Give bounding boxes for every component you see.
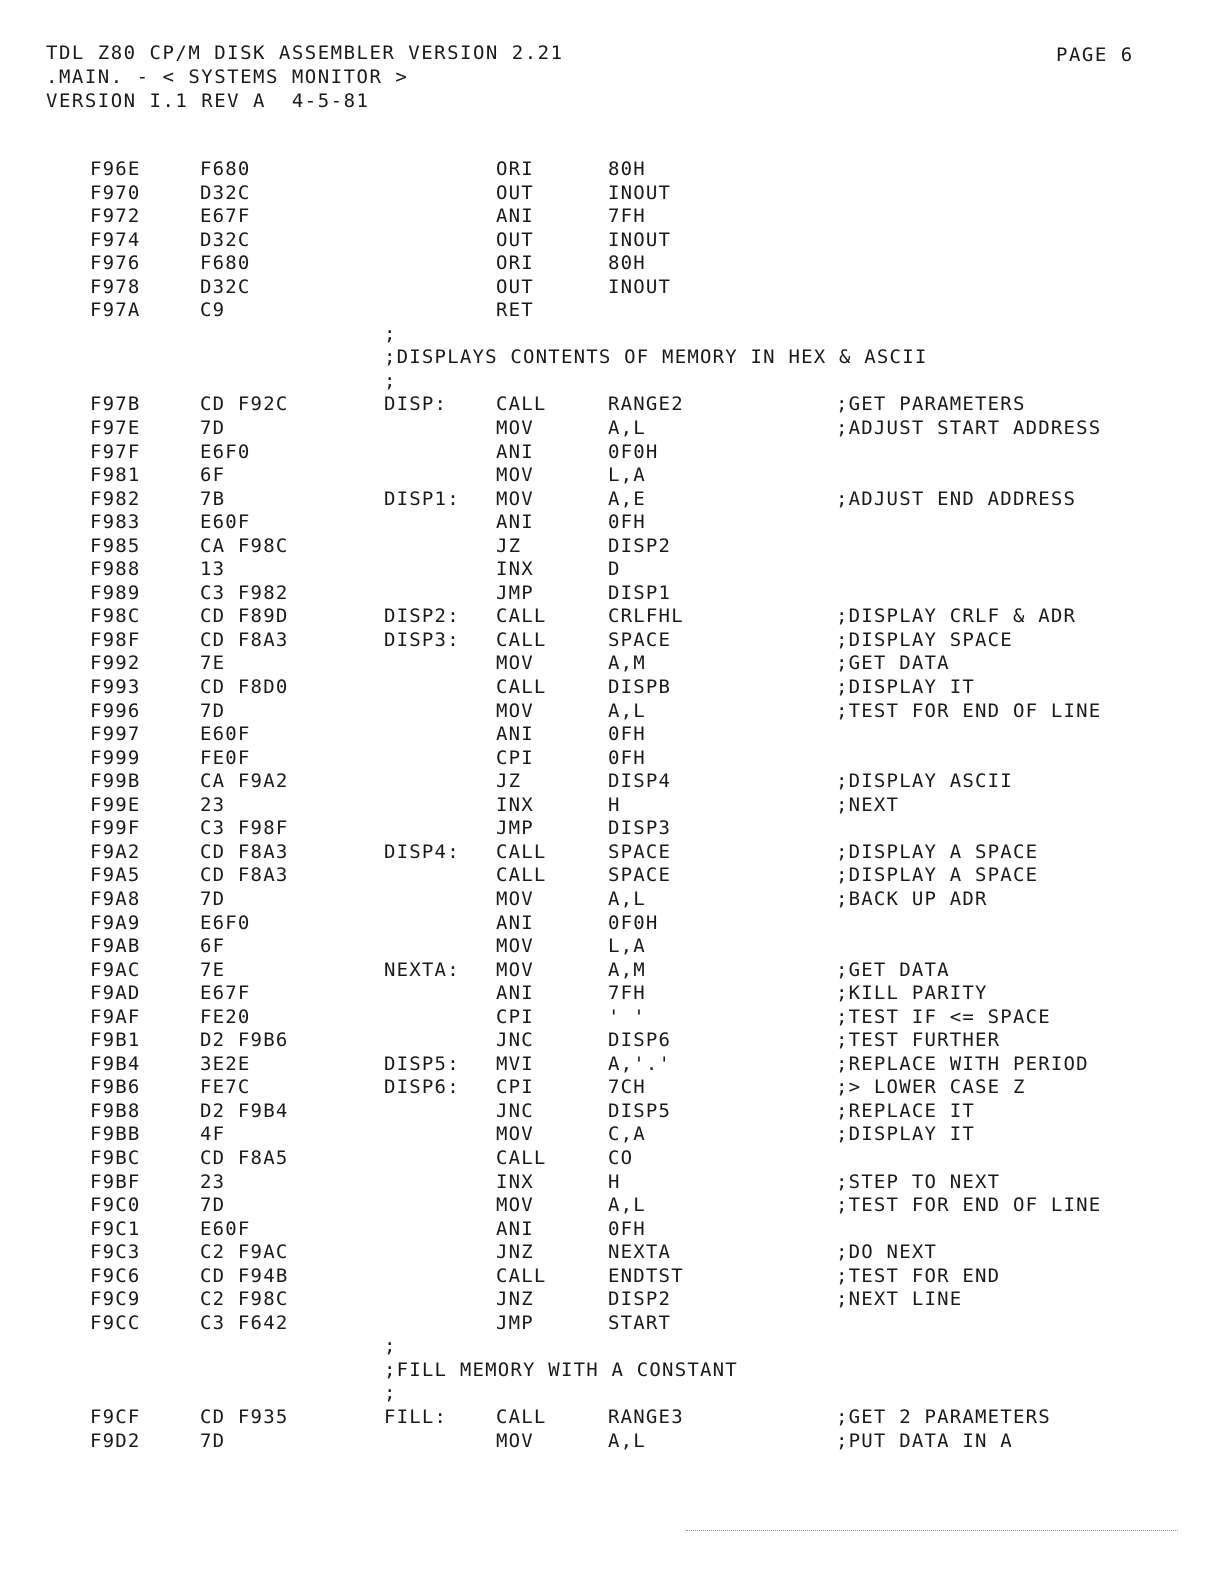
mnemonic: CALL bbox=[496, 1146, 547, 1169]
listing-row bbox=[0, 629, 1225, 653]
address: F9C3 bbox=[90, 1241, 141, 1264]
object-code: E67F bbox=[200, 205, 251, 228]
object-code: C3 F98F bbox=[200, 817, 289, 840]
mnemonic: JZ bbox=[496, 534, 522, 557]
object-code: FE7C bbox=[200, 1076, 251, 1099]
address: F976 bbox=[90, 252, 141, 275]
comment: ;GET PARAMETERS bbox=[836, 393, 1026, 416]
mnemonic: ANI bbox=[496, 440, 534, 463]
comment: ;DISPLAY A SPACE bbox=[836, 840, 1039, 863]
address: F9D2 bbox=[90, 1429, 141, 1452]
operand: L,A bbox=[608, 935, 646, 958]
operand: DISP2 bbox=[608, 1288, 672, 1311]
address: F9B1 bbox=[90, 1029, 141, 1052]
operand: 0FH bbox=[608, 723, 646, 746]
mnemonic: MVI bbox=[496, 1052, 534, 1075]
mnemonic: CALL bbox=[496, 840, 547, 863]
operand: NEXTA bbox=[608, 1241, 672, 1264]
address: F9AF bbox=[90, 1005, 141, 1028]
listing-row bbox=[0, 582, 1225, 606]
mnemonic: JNC bbox=[496, 1099, 534, 1122]
mnemonic: MOV bbox=[496, 487, 534, 510]
listing-row bbox=[0, 817, 1225, 841]
mnemonic: INX bbox=[496, 793, 534, 816]
listing-row bbox=[0, 1312, 1225, 1336]
listing-row bbox=[0, 299, 1225, 323]
listing-row bbox=[0, 1053, 1225, 1077]
operand: A,M bbox=[608, 652, 646, 675]
address: F9A8 bbox=[90, 887, 141, 910]
mnemonic: ANI bbox=[496, 982, 534, 1005]
listing-row bbox=[0, 1265, 1225, 1289]
comment: ;TEST FOR END OF LINE bbox=[836, 1194, 1102, 1217]
mnemonic: MOV bbox=[496, 1194, 534, 1217]
address: F988 bbox=[90, 558, 141, 581]
operand: DISP5 bbox=[608, 1099, 672, 1122]
listing-row bbox=[0, 229, 1225, 253]
operand: H bbox=[608, 793, 621, 816]
address: F98C bbox=[90, 605, 141, 628]
operand: DISP1 bbox=[608, 581, 672, 604]
address: F9A9 bbox=[90, 911, 141, 934]
listing-row bbox=[0, 841, 1225, 865]
listing-row bbox=[0, 393, 1225, 417]
operand: 0FH bbox=[608, 511, 646, 534]
operand: 7FH bbox=[608, 205, 646, 228]
comment-line bbox=[0, 1335, 1225, 1359]
object-code: FE20 bbox=[200, 1005, 251, 1028]
mnemonic: JNZ bbox=[496, 1241, 534, 1264]
operand: INOUT bbox=[608, 275, 672, 298]
comment: ;DISPLAY ASCII bbox=[836, 770, 1013, 793]
operand: A,L bbox=[608, 417, 646, 440]
object-code: CD F8D0 bbox=[200, 676, 289, 699]
mnemonic: OUT bbox=[496, 275, 534, 298]
listing-row bbox=[0, 982, 1225, 1006]
label: DISP1: bbox=[384, 487, 460, 510]
address: F9C9 bbox=[90, 1288, 141, 1311]
comment: ;TEST FOR END bbox=[836, 1264, 1001, 1287]
module-title: .MAIN. - < SYSTEMS MONITOR > bbox=[46, 66, 409, 88]
comment-text: ;FILL MEMORY WITH A CONSTANT bbox=[384, 1358, 738, 1381]
object-code: CA F9A2 bbox=[200, 770, 289, 793]
mnemonic: MOV bbox=[496, 1429, 534, 1452]
object-code: CD F94B bbox=[200, 1264, 289, 1287]
address: F9A5 bbox=[90, 864, 141, 887]
version-line: VERSION I.1 REV A 4-5-81 bbox=[46, 90, 370, 112]
listing-row bbox=[0, 770, 1225, 794]
listing-row bbox=[0, 417, 1225, 441]
address: F96E bbox=[90, 158, 141, 180]
operand: DISP4 bbox=[608, 770, 672, 793]
label: DISP4: bbox=[384, 840, 460, 863]
listing-row bbox=[0, 1288, 1225, 1312]
operand: DISPB bbox=[608, 676, 672, 699]
listing-row bbox=[0, 158, 1225, 182]
comment: ;TEST FOR END OF LINE bbox=[836, 699, 1102, 722]
address: F9BF bbox=[90, 1170, 141, 1193]
comment: ;> LOWER CASE Z bbox=[836, 1076, 1026, 1099]
mnemonic: ANI bbox=[496, 911, 534, 934]
listing-row bbox=[0, 205, 1225, 229]
object-code: C3 F982 bbox=[200, 581, 289, 604]
operand: C,A bbox=[608, 1123, 646, 1146]
object-code: CD F92C bbox=[200, 393, 289, 416]
listing-row bbox=[0, 182, 1225, 206]
assembler-title: TDL Z80 CP/M DISK ASSEMBLER VERSION 2.21 bbox=[46, 42, 564, 64]
mnemonic: JNC bbox=[496, 1029, 534, 1052]
address: F993 bbox=[90, 676, 141, 699]
comment-line bbox=[0, 1382, 1225, 1406]
operand: 7FH bbox=[608, 982, 646, 1005]
mnemonic: INX bbox=[496, 558, 534, 581]
address: F974 bbox=[90, 228, 141, 251]
comment-text: ; bbox=[384, 1382, 397, 1405]
address: F9BC bbox=[90, 1146, 141, 1169]
listing-row bbox=[0, 747, 1225, 771]
listing-row bbox=[0, 1241, 1225, 1265]
mnemonic: CALL bbox=[496, 605, 547, 628]
object-code: D2 F9B4 bbox=[200, 1099, 289, 1122]
object-code: CD F8A3 bbox=[200, 840, 289, 863]
label: FILL: bbox=[384, 1405, 448, 1428]
listing-row bbox=[0, 252, 1225, 276]
object-code: 7B bbox=[200, 487, 226, 510]
mnemonic: JZ bbox=[496, 770, 522, 793]
operand: DISP2 bbox=[608, 534, 672, 557]
comment: ;ADJUST END ADDRESS bbox=[836, 487, 1077, 510]
address: F9AD bbox=[90, 982, 141, 1005]
operand: SPACE bbox=[608, 864, 672, 887]
listing-row bbox=[0, 511, 1225, 535]
listing-row bbox=[0, 935, 1225, 959]
operand: 0F0H bbox=[608, 911, 659, 934]
operand: 80H bbox=[608, 252, 646, 275]
listing-row bbox=[0, 1194, 1225, 1218]
address: F972 bbox=[90, 205, 141, 228]
mnemonic: MOV bbox=[496, 958, 534, 981]
comment: ;GET 2 PARAMETERS bbox=[836, 1405, 1051, 1428]
page-number: PAGE 6 bbox=[1056, 44, 1134, 66]
operand: A,L bbox=[608, 1194, 646, 1217]
comment: ;BACK UP ADR bbox=[836, 887, 988, 910]
address: F985 bbox=[90, 534, 141, 557]
address: F97A bbox=[90, 299, 141, 322]
assembly-listing bbox=[0, 158, 1225, 1453]
address: F9C1 bbox=[90, 1217, 141, 1240]
object-code: 23 bbox=[200, 793, 226, 816]
mnemonic: OUT bbox=[496, 181, 534, 204]
operand: SPACE bbox=[608, 840, 672, 863]
object-code: 7E bbox=[200, 652, 226, 675]
comment: ;REPLACE IT bbox=[836, 1099, 976, 1122]
operand: A,'.' bbox=[608, 1052, 672, 1075]
object-code: 7E bbox=[200, 958, 226, 981]
mnemonic: ANI bbox=[496, 511, 534, 534]
address: F996 bbox=[90, 699, 141, 722]
mnemonic: CALL bbox=[496, 393, 547, 416]
listing-row bbox=[0, 652, 1225, 676]
operand: INOUT bbox=[608, 228, 672, 251]
address: F9A2 bbox=[90, 840, 141, 863]
comment-line bbox=[0, 346, 1225, 370]
object-code: E6F0 bbox=[200, 911, 251, 934]
address: F997 bbox=[90, 723, 141, 746]
listing-row bbox=[0, 794, 1225, 818]
object-code: CD F8A5 bbox=[200, 1146, 289, 1169]
operand: RANGE2 bbox=[608, 393, 684, 416]
object-code: 7D bbox=[200, 1194, 226, 1217]
label: DISP3: bbox=[384, 628, 460, 651]
listing-row bbox=[0, 276, 1225, 300]
object-code: C3 F642 bbox=[200, 1311, 289, 1334]
operand: 7CH bbox=[608, 1076, 646, 1099]
comment: ;NEXT bbox=[836, 793, 900, 816]
object-code: CD F8A3 bbox=[200, 628, 289, 651]
operand: A,L bbox=[608, 1429, 646, 1452]
mnemonic: ORI bbox=[496, 252, 534, 275]
object-code: E60F bbox=[200, 511, 251, 534]
mnemonic: CPI bbox=[496, 746, 534, 769]
operand: SPACE bbox=[608, 628, 672, 651]
label: DISP: bbox=[384, 393, 448, 416]
footer-rule bbox=[686, 1530, 1178, 1531]
object-code: 4F bbox=[200, 1123, 226, 1146]
object-code: F680 bbox=[200, 252, 251, 275]
operand: L,A bbox=[608, 464, 646, 487]
listing-row bbox=[0, 959, 1225, 983]
mnemonic: MOV bbox=[496, 1123, 534, 1146]
mnemonic: CALL bbox=[496, 1264, 547, 1287]
object-code: 7D bbox=[200, 417, 226, 440]
object-code: D32C bbox=[200, 228, 251, 251]
label: NEXTA: bbox=[384, 958, 460, 981]
comment-text: ; bbox=[384, 322, 397, 345]
object-code: C9 bbox=[200, 299, 226, 322]
operand: 0FH bbox=[608, 746, 646, 769]
mnemonic: CALL bbox=[496, 1405, 547, 1428]
operand: H bbox=[608, 1170, 621, 1193]
listing-row bbox=[0, 1029, 1225, 1053]
mnemonic: CPI bbox=[496, 1005, 534, 1028]
listing-row bbox=[0, 1076, 1225, 1100]
mnemonic: CALL bbox=[496, 864, 547, 887]
listing-row bbox=[0, 535, 1225, 559]
object-code: 23 bbox=[200, 1170, 226, 1193]
address: F9BB bbox=[90, 1123, 141, 1146]
comment: ;DISPLAY SPACE bbox=[836, 628, 1013, 651]
comment: ;TEST IF <= SPACE bbox=[836, 1005, 1051, 1028]
operand: A,E bbox=[608, 487, 646, 510]
address: F992 bbox=[90, 652, 141, 675]
mnemonic: INX bbox=[496, 1170, 534, 1193]
address: F9C0 bbox=[90, 1194, 141, 1217]
listing-row bbox=[0, 464, 1225, 488]
label: DISP5: bbox=[384, 1052, 460, 1075]
mnemonic: MOV bbox=[496, 699, 534, 722]
comment: ;NEXT LINE bbox=[836, 1288, 963, 1311]
object-code: 13 bbox=[200, 558, 226, 581]
address: F981 bbox=[90, 464, 141, 487]
object-code: D32C bbox=[200, 275, 251, 298]
listing-row bbox=[0, 864, 1225, 888]
object-code: F680 bbox=[200, 158, 251, 180]
object-code: FE0F bbox=[200, 746, 251, 769]
address: F97F bbox=[90, 440, 141, 463]
object-code: C2 F9AC bbox=[200, 1241, 289, 1264]
object-code: C2 F98C bbox=[200, 1288, 289, 1311]
comment: ;DISPLAY IT bbox=[836, 676, 976, 699]
operand: A,L bbox=[608, 887, 646, 910]
comment: ;DISPLAY CRLF & ADR bbox=[836, 605, 1077, 628]
comment-line bbox=[0, 1359, 1225, 1383]
listing-row bbox=[0, 1147, 1225, 1171]
mnemonic: MOV bbox=[496, 935, 534, 958]
comment: ;KILL PARITY bbox=[836, 982, 988, 1005]
operand: A,M bbox=[608, 958, 646, 981]
object-code: E67F bbox=[200, 982, 251, 1005]
address: F97B bbox=[90, 393, 141, 416]
address: F99B bbox=[90, 770, 141, 793]
operand: 0FH bbox=[608, 1217, 646, 1240]
comment: ;GET DATA bbox=[836, 652, 950, 675]
listing-row bbox=[0, 912, 1225, 936]
operand: ENDTST bbox=[608, 1264, 684, 1287]
operand: DISP6 bbox=[608, 1029, 672, 1052]
comment: ;PUT DATA IN A bbox=[836, 1429, 1013, 1452]
comment-text: ; bbox=[384, 1335, 397, 1358]
mnemonic: MOV bbox=[496, 652, 534, 675]
mnemonic: JNZ bbox=[496, 1288, 534, 1311]
address: F978 bbox=[90, 275, 141, 298]
address: F9B4 bbox=[90, 1052, 141, 1075]
operand: CRLFHL bbox=[608, 605, 684, 628]
mnemonic: RET bbox=[496, 299, 534, 322]
operand: D bbox=[608, 558, 621, 581]
mnemonic: CALL bbox=[496, 676, 547, 699]
address: F970 bbox=[90, 181, 141, 204]
address: F9CF bbox=[90, 1405, 141, 1428]
operand: 80H bbox=[608, 158, 646, 180]
mnemonic: ANI bbox=[496, 1217, 534, 1240]
operand: CO bbox=[608, 1146, 634, 1169]
object-code: 7D bbox=[200, 1429, 226, 1452]
comment: ;GET DATA bbox=[836, 958, 950, 981]
object-code: 7D bbox=[200, 887, 226, 910]
object-code: E60F bbox=[200, 1217, 251, 1240]
listing-row bbox=[0, 1171, 1225, 1195]
comment: ;TEST FURTHER bbox=[836, 1029, 1001, 1052]
object-code: D2 F9B6 bbox=[200, 1029, 289, 1052]
object-code: 6F bbox=[200, 464, 226, 487]
address: F9B8 bbox=[90, 1099, 141, 1122]
object-code: D32C bbox=[200, 181, 251, 204]
mnemonic: ORI bbox=[496, 158, 534, 180]
listing-row bbox=[0, 1430, 1225, 1454]
comment-line bbox=[0, 370, 1225, 394]
mnemonic: ANI bbox=[496, 205, 534, 228]
operand: DISP3 bbox=[608, 817, 672, 840]
comment: ;ADJUST START ADDRESS bbox=[836, 417, 1102, 440]
address: F999 bbox=[90, 746, 141, 769]
mnemonic: CALL bbox=[496, 628, 547, 651]
comment: ;DISPLAY IT bbox=[836, 1123, 976, 1146]
mnemonic: MOV bbox=[496, 887, 534, 910]
address: F9C6 bbox=[90, 1264, 141, 1287]
address: F9B6 bbox=[90, 1076, 141, 1099]
operand: RANGE3 bbox=[608, 1405, 684, 1428]
comment-line bbox=[0, 323, 1225, 347]
listing-row bbox=[0, 488, 1225, 512]
object-code: CD F89D bbox=[200, 605, 289, 628]
comment-text: ;DISPLAYS CONTENTS OF MEMORY IN HEX & ASCII bbox=[384, 346, 928, 369]
mnemonic: CPI bbox=[496, 1076, 534, 1099]
listing-row bbox=[0, 723, 1225, 747]
listing-row bbox=[0, 888, 1225, 912]
operand: 0F0H bbox=[608, 440, 659, 463]
address: F97E bbox=[90, 417, 141, 440]
listing-row bbox=[0, 1100, 1225, 1124]
address: F98F bbox=[90, 628, 141, 651]
operand: START bbox=[608, 1311, 672, 1334]
listing-row bbox=[0, 1406, 1225, 1430]
listing-row bbox=[0, 1218, 1225, 1242]
listing-row bbox=[0, 441, 1225, 465]
address: F99F bbox=[90, 817, 141, 840]
object-code: 7D bbox=[200, 699, 226, 722]
label: DISP2: bbox=[384, 605, 460, 628]
mnemonic: MOV bbox=[496, 464, 534, 487]
listing-row bbox=[0, 605, 1225, 629]
object-code: E60F bbox=[200, 723, 251, 746]
mnemonic: OUT bbox=[496, 228, 534, 251]
operand: A,L bbox=[608, 699, 646, 722]
object-code: 3E2E bbox=[200, 1052, 251, 1075]
listing-row bbox=[0, 700, 1225, 724]
object-code: CA F98C bbox=[200, 534, 289, 557]
listing-row bbox=[0, 1123, 1225, 1147]
label: DISP6: bbox=[384, 1076, 460, 1099]
comment: ;DISPLAY A SPACE bbox=[836, 864, 1039, 887]
address: F982 bbox=[90, 487, 141, 510]
address: F99E bbox=[90, 793, 141, 816]
address: F989 bbox=[90, 581, 141, 604]
mnemonic: JMP bbox=[496, 1311, 534, 1334]
object-code: 6F bbox=[200, 935, 226, 958]
address: F9AB bbox=[90, 935, 141, 958]
listing-row bbox=[0, 1006, 1225, 1030]
listing-row bbox=[0, 676, 1225, 700]
address: F983 bbox=[90, 511, 141, 534]
comment: ;DO NEXT bbox=[836, 1241, 938, 1264]
operand: INOUT bbox=[608, 181, 672, 204]
mnemonic: MOV bbox=[496, 417, 534, 440]
comment: ;REPLACE WITH PERIOD bbox=[836, 1052, 1089, 1075]
address: F9AC bbox=[90, 958, 141, 981]
mnemonic: JMP bbox=[496, 817, 534, 840]
mnemonic: ANI bbox=[496, 723, 534, 746]
object-code: CD F935 bbox=[200, 1405, 289, 1428]
listing-row bbox=[0, 558, 1225, 582]
operand: ' ' bbox=[608, 1005, 646, 1028]
address: F9CC bbox=[90, 1311, 141, 1334]
object-code: E6F0 bbox=[200, 440, 251, 463]
object-code: CD F8A3 bbox=[200, 864, 289, 887]
comment-text: ; bbox=[384, 369, 397, 392]
comment: ;STEP TO NEXT bbox=[836, 1170, 1001, 1193]
mnemonic: JMP bbox=[496, 581, 534, 604]
